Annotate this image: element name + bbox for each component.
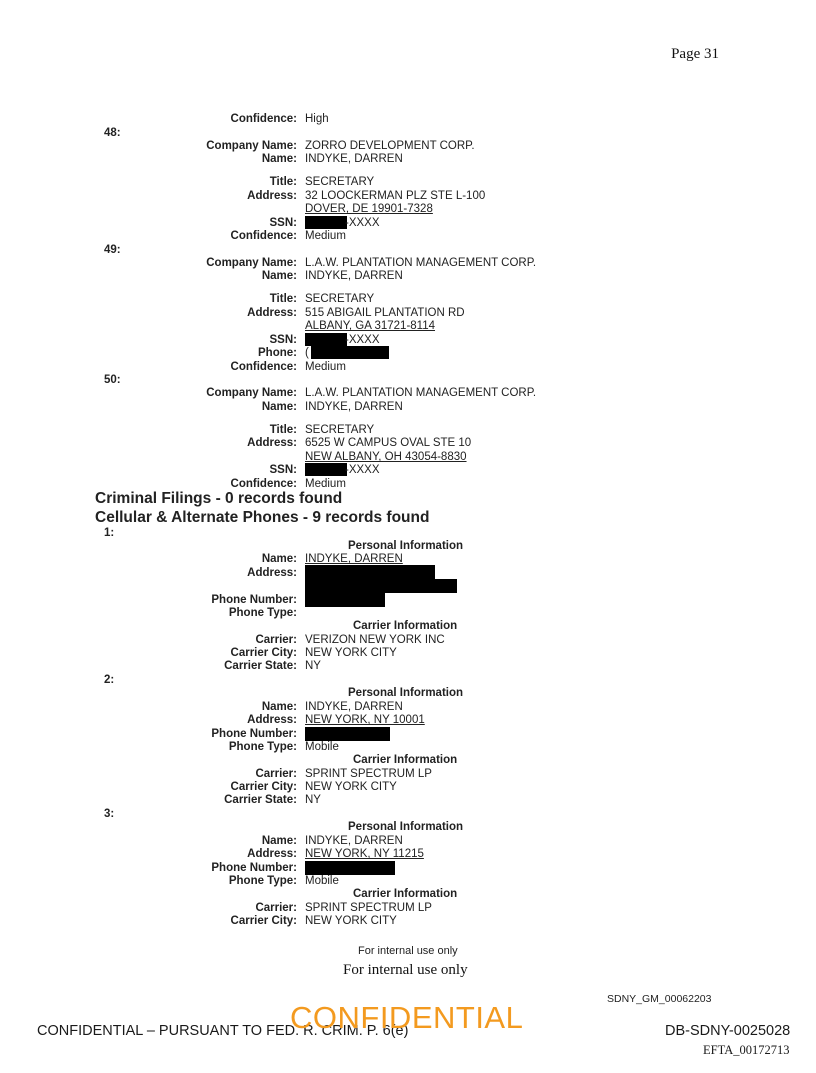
record-number-48: 48: [104,127,121,139]
carrier-state-value: NY [305,794,321,806]
ssn-label: SSN: [269,334,297,346]
page-number: Page 31 [671,46,719,62]
name-label: Name: [261,270,297,282]
phone-type-value: Mobile [305,875,339,887]
carrier-value: VERIZON NEW YORK INC [305,634,445,646]
redaction-box [305,565,435,579]
name-value: INDYKE, DARREN [305,401,403,413]
company-name-value: L.A.W. PLANTATION MANAGEMENT CORP. [305,387,537,399]
title-value: SECRETARY [305,176,375,188]
company-name-label: Company Name: [206,387,297,399]
carrier-city-label: Carrier City: [230,647,297,659]
personal-info-heading: Personal Information [348,540,464,552]
name-value: INDYKE, DARREN [305,701,403,713]
phone-number-label: Phone Number: [211,862,297,874]
redaction-box [311,346,389,359]
phone-type-value: Mobile [305,741,339,753]
address-line-2: ALBANY, GA 31721-8114 [305,320,436,332]
address-label: Address: [247,567,297,579]
phone-type-label: Phone Type: [228,875,297,887]
carrier-city-label: Carrier City: [230,915,297,927]
redaction-box [305,463,347,476]
title-label: Title: [269,293,297,305]
address-line-1: 6525 W CAMPUS OVAL STE 10 [305,437,472,449]
bates-number-sdny: SDNY_GM_00062203 [607,993,712,1005]
confidence-label: Confidence: [230,113,297,125]
ssn-suffix: -XXXX [345,217,380,229]
carrier-label: Carrier: [255,768,297,780]
name-label: Name: [261,401,297,413]
section-heading-cellular: Cellular & Alternate Phones - 9 records found [95,509,430,526]
ssn-label: SSN: [269,217,297,229]
redaction-box [305,593,385,607]
confidence-label: Confidence: [230,478,297,490]
confidential-notice: CONFIDENTIAL – PURSUANT TO FED. R. CRIM. P. 6(e) [37,1023,409,1039]
confidential-stamp: CONFIDENTIAL [290,1000,524,1035]
redaction-box [305,861,395,875]
name-label: Name: [261,553,297,565]
carrier-city-value: NEW YORK CITY [305,915,397,927]
phone-number-label: Phone Number: [211,728,297,740]
bates-number-efta: EFTA_00172713 [703,1043,790,1057]
phone-label: Phone: [258,347,297,359]
carrier-info-heading: Carrier Information [353,888,458,900]
carrier-state-label: Carrier State: [224,794,297,806]
name-label: Name: [261,153,297,165]
internal-use-note: For internal use only [358,945,458,957]
address-line-1: 515 ABIGAIL PLANTATION RD [305,307,465,319]
confidence-label: Confidence: [230,230,297,242]
carrier-city-value: NEW YORK CITY [305,647,397,659]
confidence-value: Medium [305,230,346,242]
phone-record-number: 1: [104,527,115,539]
carrier-info-heading: Carrier Information [353,754,458,766]
phone-number-label: Phone Number: [211,594,297,606]
ssn-suffix: -XXXX [345,334,380,346]
address-label: Address: [247,190,297,202]
address-line-2: DOVER, DE 19901-7328 [305,203,433,215]
section-heading-criminal: Criminal Filings - 0 records found [95,490,343,507]
carrier-state-value: NY [305,660,321,672]
address-label: Address: [247,437,297,449]
company-name-value: ZORRO DEVELOPMENT CORP. [305,140,475,152]
personal-info-heading: Personal Information [348,687,464,699]
confidence-value: High [305,113,329,125]
phone-record-number: 3: [104,808,115,820]
record-number-50: 50: [104,374,121,386]
phone-type-label: Phone Type: [228,741,297,753]
carrier-label: Carrier: [255,902,297,914]
title-label: Title: [269,424,297,436]
address-value: NEW YORK, NY 11215 [305,848,424,860]
redaction-box [305,333,347,346]
name-value: INDYKE, DARREN [305,835,403,847]
carrier-label: Carrier: [255,634,297,646]
address-label: Address: [247,307,297,319]
carrier-city-value: NEW YORK CITY [305,781,397,793]
company-name-label: Company Name: [206,140,297,152]
phone-type-label: Phone Type: [228,607,297,619]
address-line-2: NEW ALBANY, OH 43054-8830 [305,451,467,463]
address-line-1: 32 LOOCKERMAN PLZ STE L-100 [305,190,486,202]
name-value: INDYKE, DARREN [305,270,403,282]
bates-number-db: DB-SDNY-0025028 [665,1023,791,1039]
record-number-49: 49: [104,244,121,256]
phone-prefix: ( [305,347,309,359]
title-label: Title: [269,176,297,188]
confidence-value: Medium [305,478,346,490]
name-label: Name: [261,835,297,847]
carrier-value: SPRINT SPECTRUM LP [305,902,432,914]
phone-record-number: 2: [104,674,115,686]
carrier-city-label: Carrier City: [230,781,297,793]
confidence-label: Confidence: [230,361,297,373]
title-value: SECRETARY [305,424,375,436]
ssn-suffix: -XXXX [345,464,380,476]
company-name-value: L.A.W. PLANTATION MANAGEMENT CORP. [305,257,537,269]
carrier-value: SPRINT SPECTRUM LP [305,768,432,780]
company-name-label: Company Name: [206,257,297,269]
name-label: Name: [261,701,297,713]
carrier-info-heading: Carrier Information [353,620,458,632]
address-label: Address: [247,848,297,860]
name-value: INDYKE, DARREN [305,153,403,165]
personal-info-heading: Personal Information [348,821,464,833]
redaction-box [305,216,347,229]
title-value: SECRETARY [305,293,375,305]
redaction-box [305,727,390,741]
redaction-box [305,579,457,593]
address-value: NEW YORK, NY 10001 [305,714,425,726]
ssn-label: SSN: [269,464,297,476]
internal-use-note-large: For internal use only [343,962,468,978]
address-label: Address: [247,714,297,726]
confidence-value: Medium [305,361,346,373]
name-value: INDYKE, DARREN [305,553,403,565]
carrier-state-label: Carrier State: [224,660,297,672]
